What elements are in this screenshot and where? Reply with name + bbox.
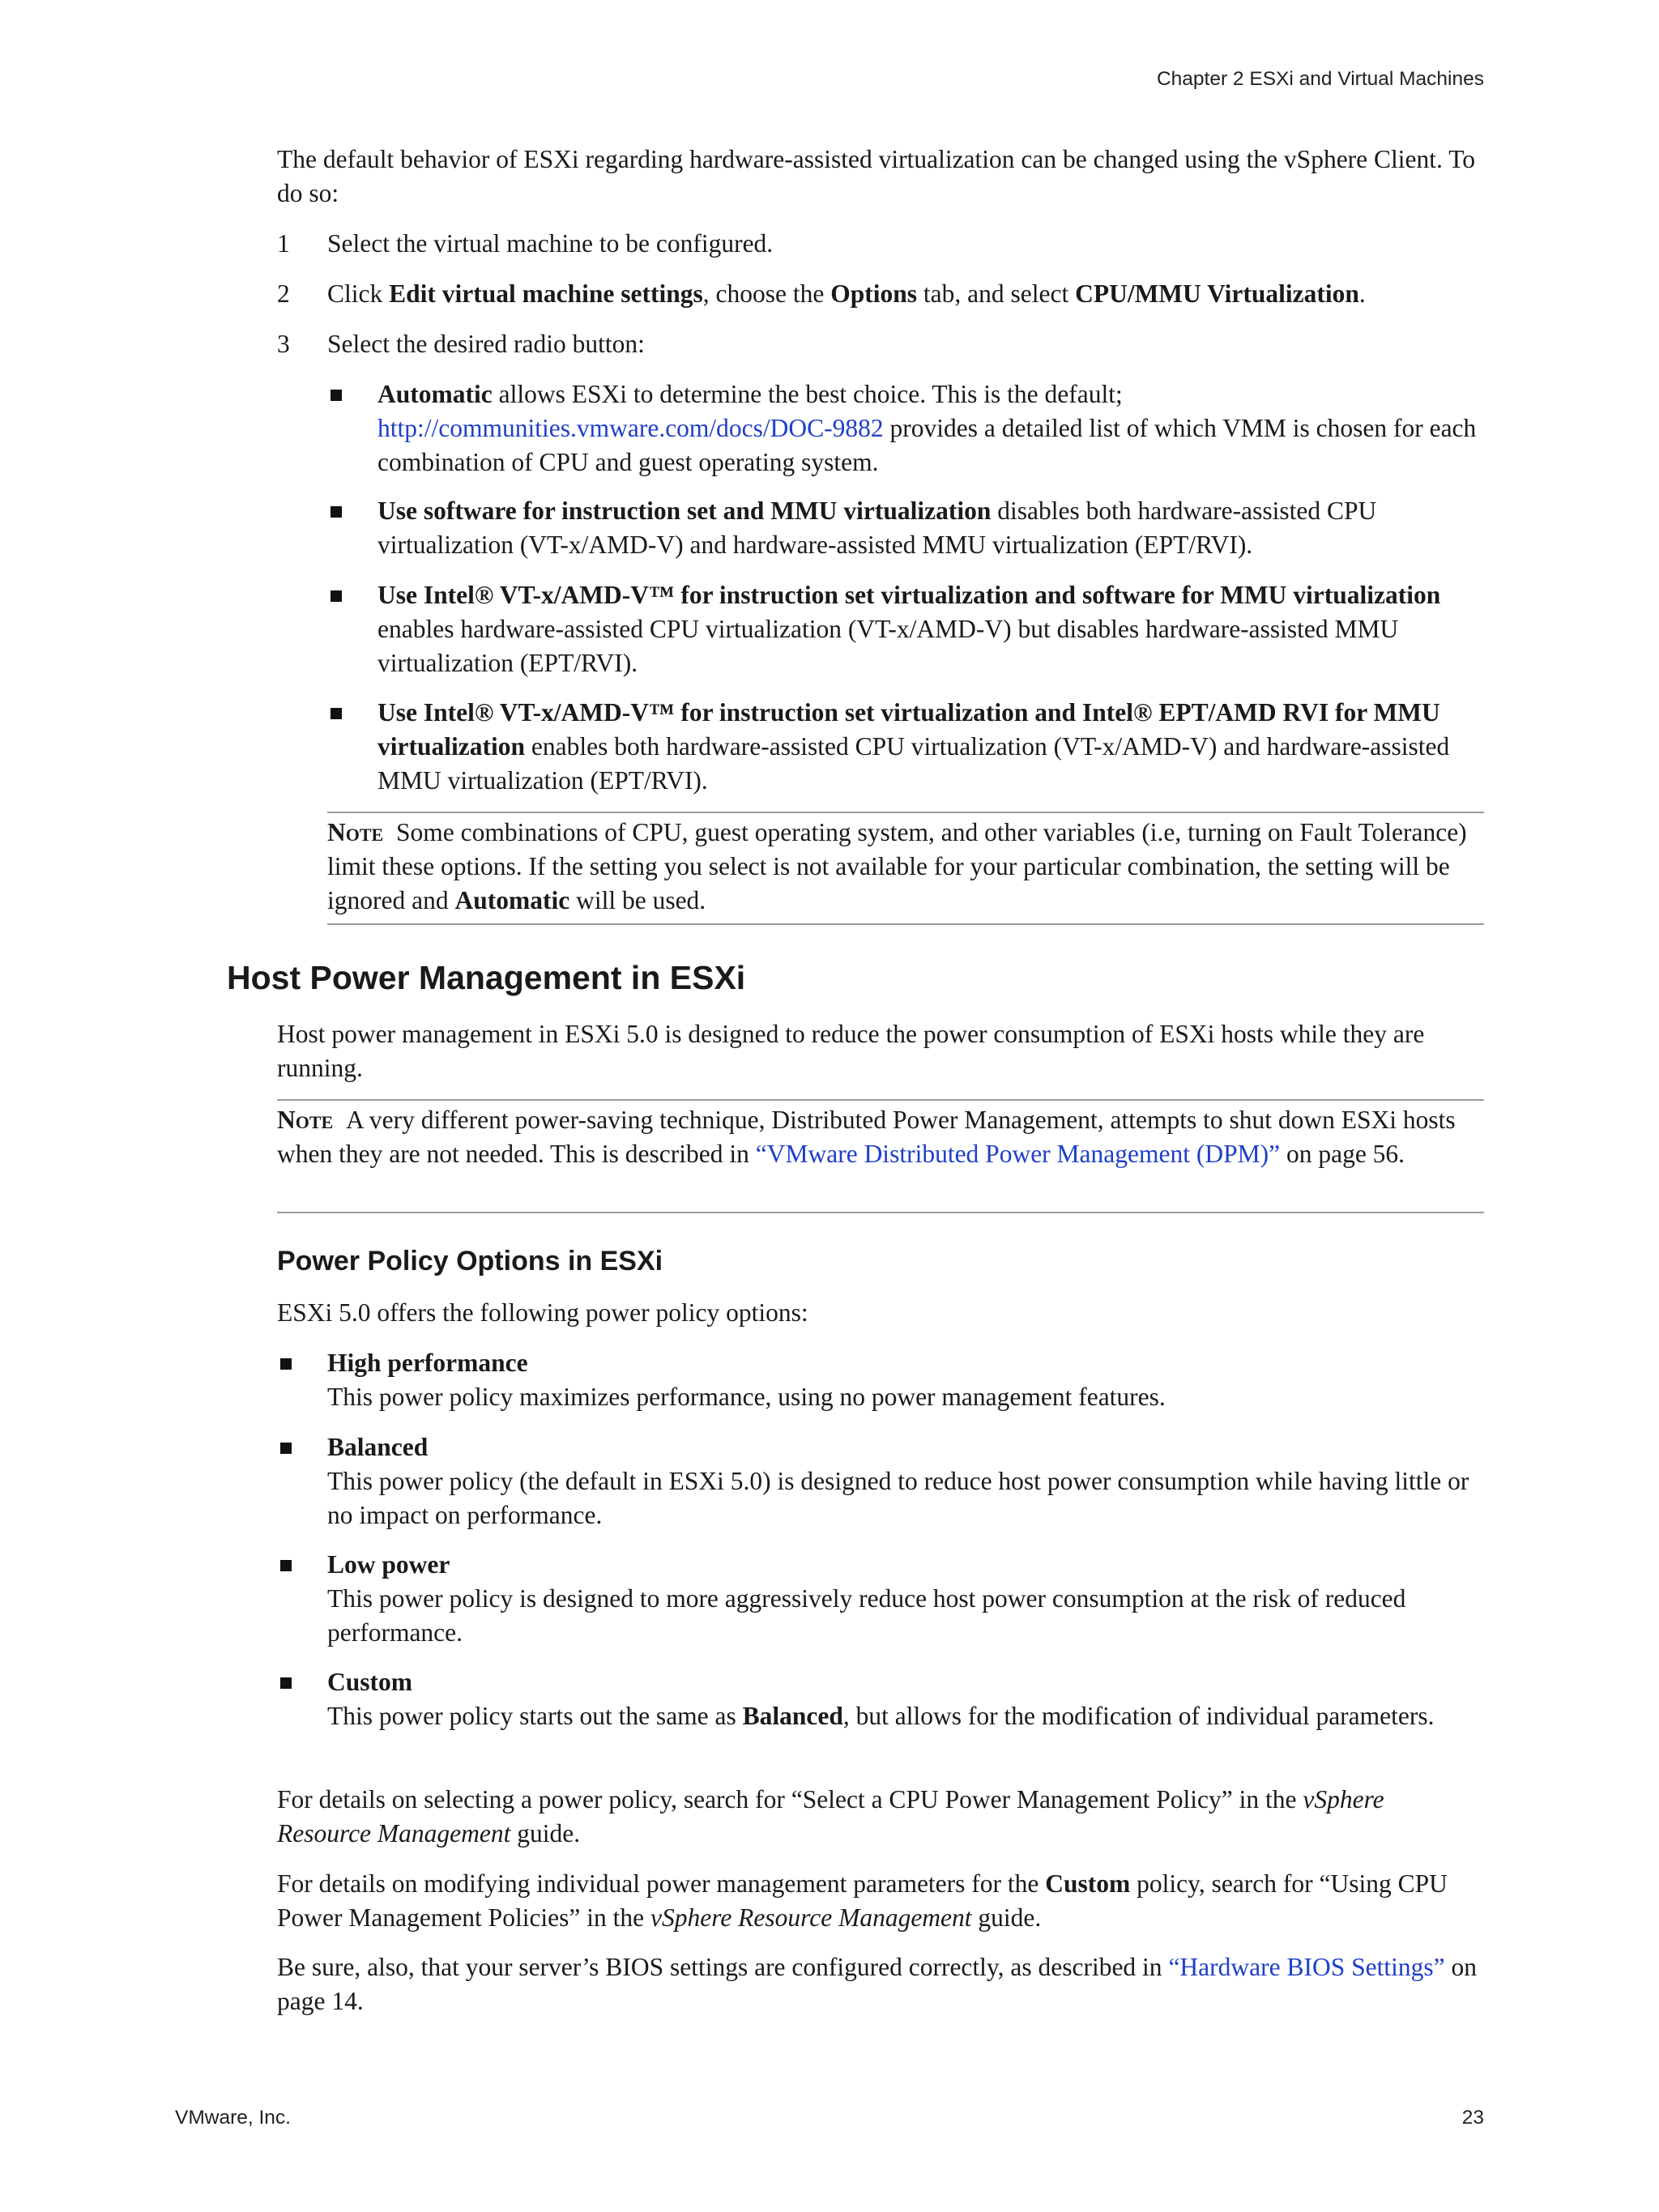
policy-desc: This power policy maximizes performance, using no power management features.	[327, 1383, 1166, 1411]
policy-high-performance	[327, 1346, 1484, 1414]
bullet-icon	[331, 708, 342, 719]
footer-company: VMware, Inc.	[175, 2107, 291, 2129]
step-text: Select the desired radio button:	[327, 330, 645, 358]
note-bottom-rule	[277, 1212, 1484, 1213]
option-software: Use software for instruction set and MMU virtualization disables both hardware-assisted CPU virtualization (VT-x/AMD-V) and hardware-assisted MMU virtualization (EPT/RVI).	[377, 497, 1377, 559]
intro-paragraph: The default behavior of ESXi regarding hardware-assisted virtualization can be changed using the vSphere Client. To do so:	[277, 145, 1475, 207]
policy-desc: This power policy starts out the same as Balanced, but allows for the modification of individual parameters.	[327, 1702, 1435, 1730]
policy-low-power	[327, 1548, 1484, 1650]
policy-name: High performance	[327, 1349, 528, 1377]
policy-name: Custom	[327, 1668, 413, 1696]
policy-name: Low power	[327, 1550, 450, 1579]
bios-settings-paragraph: Be sure, also, that your server’s BIOS settings are configured correctly, as described in “Hardware BIOS Settings” on page 14.	[277, 1953, 1477, 2015]
option-vtx-software-mmu: Use Intel® VT-x/AMD-V™ for instruction set virtualization and software for MMU virtualization enables hardware-assisted CPU virtualization (VT-x/AMD-V) but disables hardware-assisted MMU virtualization (EPT/RVI).	[377, 581, 1441, 677]
option-automatic: Automatic allows ESXi to determine the best choice. This is the default; http://communities.vmware.com/docs/DOC-9882 provides a detailed list of which VMM is chosen for each combination of CPU and guest operating system.	[377, 380, 1477, 476]
policy-balanced	[327, 1430, 1484, 1532]
page-number: 23	[1461, 2107, 1484, 2129]
policy-custom	[327, 1665, 1484, 1733]
dpm-link[interactable]: “VMware Distributed Power Management (DPM)”	[755, 1140, 1281, 1168]
bullet-icon	[331, 390, 342, 401]
doc-9882-link[interactable]: http://communities.vmware.com/docs/DOC-9882	[377, 414, 884, 442]
bios-settings-link[interactable]: “Hardware BIOS Settings”	[1168, 1953, 1445, 1981]
note-dpm: Note A very different power-saving technique, Distributed Power Management, attempts to shut down ESXi hosts when they are not needed. This is described in “VMware Distributed Power Management (DPM)” on page 56.	[277, 1106, 1456, 1168]
details-modify-params: For details on modifying individual power management parameters for the Custom policy, search for “Using CPU Power Management Policies” in the vSphere Resource Management guide.	[277, 1869, 1448, 1932]
step-text: Click Edit virtual machine settings, choose the Options tab, and select CPU/MMU Virtualization.	[327, 279, 1366, 308]
policy-name: Balanced	[327, 1433, 429, 1461]
policy-desc: This power policy (the default in ESXi 5.0) is designed to reduce host power consumption while having little or no impact on performance.	[327, 1467, 1469, 1529]
option-vtx-ept: Use Intel® VT-x/AMD-V™ for instruction set virtualization and Intel® EPT/AMD RVI for MMU virtualization enables both hardware-assisted CPU virtualization (VT-x/AMD-V) and hardware-assisted MMU virtualization (EPT/RVI).	[377, 698, 1450, 795]
section-title-host-power: Host Power Management in ESXi	[227, 959, 746, 996]
step-number: 1	[277, 229, 290, 258]
section-title-power-policy: Power Policy Options in ESXi	[277, 1246, 663, 1276]
bullet-icon	[280, 1443, 292, 1454]
note-top-rule	[277, 1099, 1484, 1101]
bullet-icon	[331, 506, 342, 518]
note-bottom-rule	[327, 923, 1484, 925]
bullet-icon	[280, 1677, 292, 1689]
running-head: Chapter 2 ESXi and Virtual Machines	[1156, 68, 1484, 90]
bullet-icon	[280, 1358, 292, 1370]
step-text: Select the virtual machine to be configured.	[327, 229, 774, 258]
bullet-icon	[331, 590, 342, 602]
policy-desc: This power policy is designed to more aggressively reduce host power consumption at the risk of reduced performance.	[327, 1584, 1406, 1647]
step-number: 3	[277, 330, 290, 358]
step-number: 2	[277, 279, 290, 308]
bullet-icon	[280, 1560, 292, 1571]
details-select-policy: For details on selecting a power policy, search for “Select a CPU Power Management Policy” in the vSphere Resource Management guide.	[277, 1785, 1384, 1848]
host-power-paragraph: Host power management in ESXi 5.0 is designed to reduce the power consumption of ESXi hosts while they are running.	[277, 1020, 1425, 1082]
note-top-rule	[327, 812, 1484, 813]
power-policy-intro: ESXi 5.0 offers the following power policy options:	[277, 1298, 808, 1327]
note-compatibility: Note Some combinations of CPU, guest operating system, and other variables (i.e, turning on Fault Tolerance) limit these options. If the setting you select is not available for your particular combination, the setting will be ignored and Automatic will be used.	[327, 818, 1467, 914]
